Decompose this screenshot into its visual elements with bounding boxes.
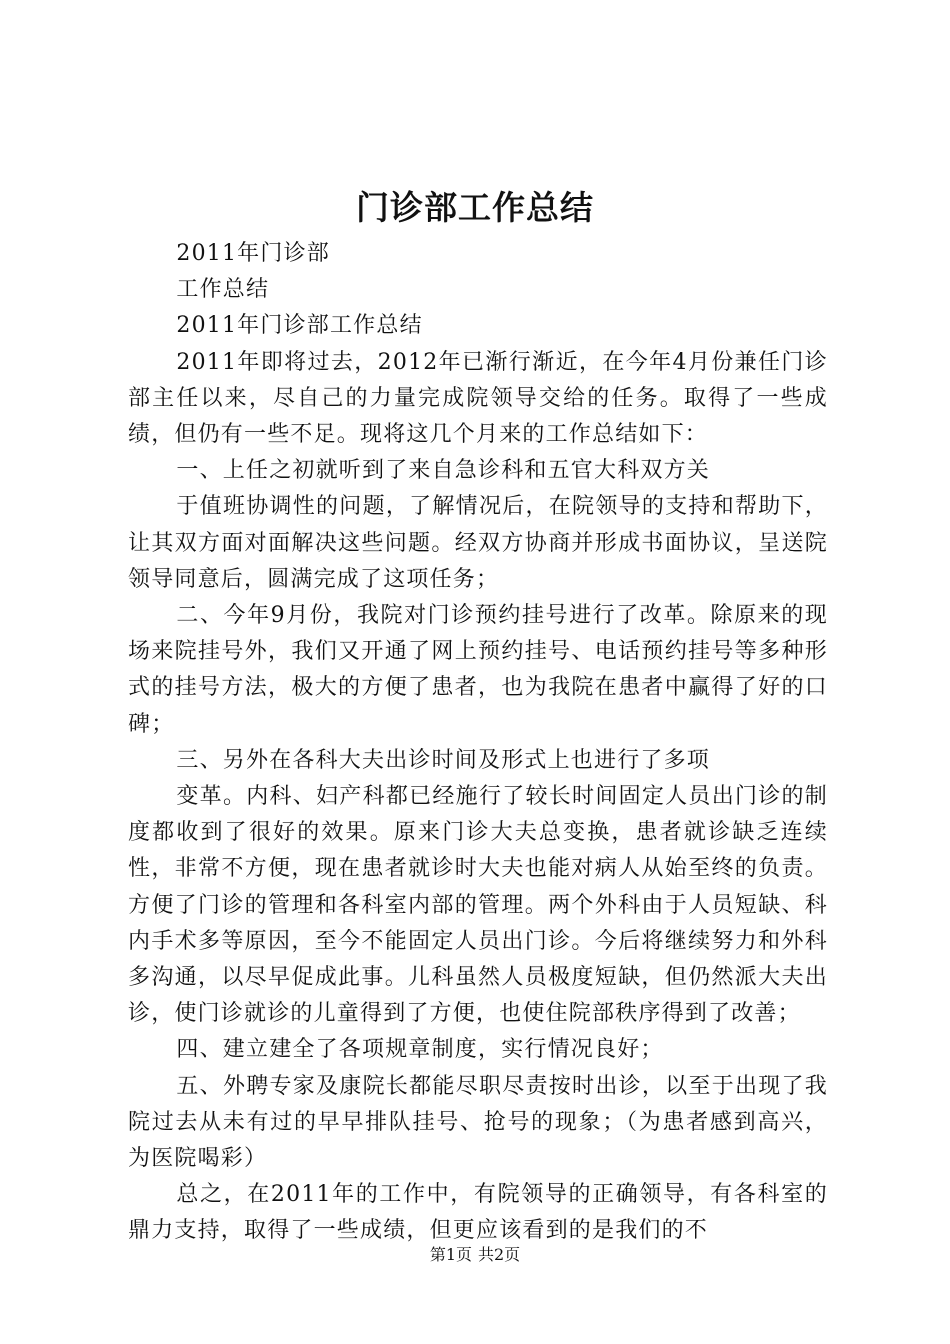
- document-body: [128, 236, 828, 1250]
- body-paragraph: 2011年门诊部: [176, 241, 330, 266]
- body-paragraph: 2011年即将过去，2012年已渐行渐近，在今年4月份兼任门诊部主任以来，尽自己的力量完成院领导交给的任务。取得了一些成绩，但仍有一些不足。现将这几个月来的工作总结如下：: [128, 349, 828, 448]
- body-paragraph: 五、外聘专家及康院长都能尽职尽责按时出诊，以至于出现了我院过去从未有过的早早排队挂号、抢号的现象；（为患者感到高兴，为医院喝彩）: [128, 1073, 828, 1172]
- body-paragraph: 工作总结: [176, 277, 270, 303]
- page-number: 第1页: [429, 1245, 472, 1264]
- body-paragraph: 变革。内科、妇产科都已经施行了较长时间固定人员出门诊的制度都收到了很好的效果。原来门诊大夫总变换，患者就诊缺乏连续性，非常不方便，现在患者就诊时大夫也能对病人从始至终的负责。方便了门诊的管理和各科室内部的管理。两个外科由于人员短缺、科内手术多等原因，至今不能固定人员出门诊。今后将继续努力和外科多沟通，以尽早促成此事。儿科虽然人员极度短缺，但仍然派大夫出诊，使门诊就诊的儿童得到了方便，也使住院部秩序得到了改善；: [128, 784, 828, 1027]
- document-title: 门诊部工作总结: [356, 188, 594, 227]
- body-paragraph: 一、上任之初就听到了来自急诊科和五官大科双方关: [176, 458, 710, 484]
- body-paragraph: 二、今年9月份，我院对门诊预约挂号进行了改革。除原来的现场来院挂号外，我们又开通了网上预约挂号、电话预约挂号等多种形式的挂号方法，极大的方便了患者，也为我院在患者中赢得了好的口碑；: [128, 603, 828, 737]
- page-total: 共2页: [478, 1245, 521, 1264]
- body-paragraph: 三、另外在各科大夫出诊时间及形式上也进行了多项: [176, 747, 710, 773]
- body-paragraph: 总之，在2011年的工作中，有院领导的正确领导，有各科室的鼎力支持，取得了一些成绩，但更应该看到的是我们的不: [128, 1182, 828, 1244]
- body-paragraph: 2011年门诊部工作总结: [176, 313, 423, 339]
- page-footer: [0, 1244, 950, 1266]
- body-paragraph: 于值班协调性的问题，了解情况后，在院领导的支持和帮助下，让其双方面对面解决这些问题。经双方协商并形成书面协议，呈送院领导同意后，圆满完成了这项任务；: [128, 494, 828, 592]
- body-paragraph: 四、建立建全了各项规章制度，实行情况良好；: [176, 1037, 664, 1063]
